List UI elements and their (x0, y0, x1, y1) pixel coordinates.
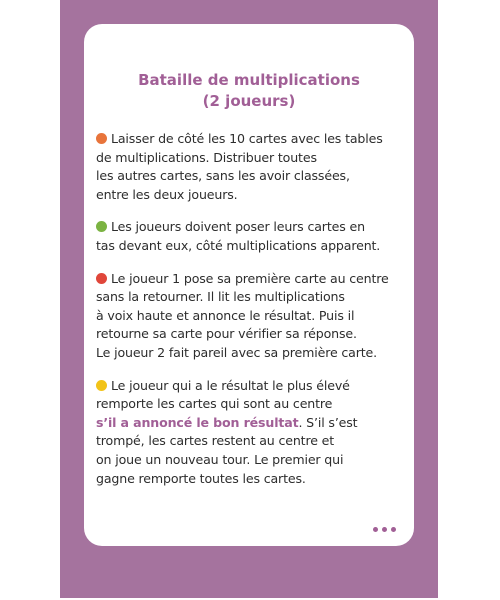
para-line: retourne sa carte pour vérifier sa réponse. (96, 326, 357, 342)
card-title (96, 70, 402, 112)
para-line: de multiplications. Distribuer toutes (96, 149, 317, 165)
rule-paragraph-2 (96, 218, 402, 255)
para-line: à voix haute et annonce le résultat. Puis il (96, 307, 355, 323)
para-line: remporte les cartes qui sont au centre (96, 396, 333, 412)
para-line: Les joueurs doivent poser leurs cartes en (96, 218, 402, 237)
rule-paragraph-1 (96, 130, 402, 204)
para-line: trompé, les cartes restent au centre et (96, 433, 335, 449)
para-line: s’il a annoncé le bon résultat. S’il s’est (96, 414, 358, 430)
para-line: les autres cartes, sans les avoir classées, (96, 168, 350, 184)
ellipsis-icon (373, 527, 396, 532)
yellow-bullet-icon (96, 380, 107, 391)
para-line: on joue un nouveau tour. Le premier qui (96, 451, 344, 467)
red-bullet-icon (96, 273, 107, 284)
rule-paragraph-3 (96, 270, 402, 363)
title-line-2: (2 joueurs) (202, 92, 296, 110)
para-line: Laisser de côté les 10 cartes avec les tables (96, 130, 402, 149)
rule-paragraph-4 (96, 377, 402, 489)
green-bullet-icon (96, 221, 107, 232)
rules-card (84, 24, 414, 546)
para-line: Le joueur qui a le résultat le plus élevé (96, 377, 402, 396)
para-line: tas devant eux, côté multiplications apparent. (96, 237, 381, 253)
para-line: entre les deux joueurs. (96, 186, 238, 202)
para-line: Le joueur 1 pose sa première carte au centre (96, 270, 402, 289)
para-line: sans la retourner. Il lit les multiplications (96, 289, 345, 305)
title-line-1: Bataille de multiplications (138, 71, 360, 89)
para-line: Le joueur 2 fait pareil avec sa première carte. (96, 344, 378, 360)
highlighted-condition: s’il a annoncé le bon résultat (96, 414, 299, 430)
orange-bullet-icon (96, 133, 107, 144)
para-line: gagne remporte toutes les cartes. (96, 470, 306, 486)
